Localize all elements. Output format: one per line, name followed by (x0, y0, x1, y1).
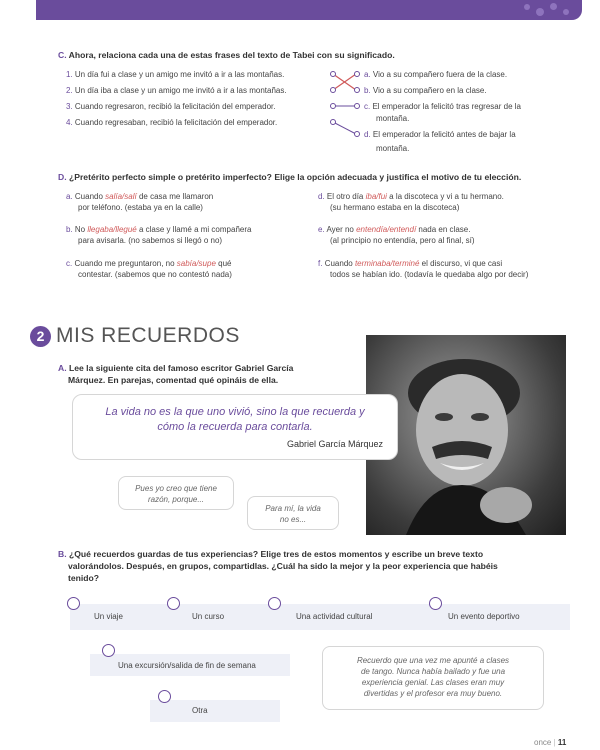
match-dot-right-c[interactable] (354, 103, 360, 109)
option-label-actividad-cultural: Una actividad cultural (296, 612, 373, 621)
section-d-label: D. (58, 172, 67, 182)
c-left-item-2: 2. Un día iba a clase y un amigo me invitó a ir a las montañas. (66, 86, 287, 95)
option-radio-evento-deportivo[interactable] (429, 597, 442, 610)
d-item-b: b. No llegaba/llegué a clase y llamé a mi compañera para avisarla. (no sabemos si llegó o no) (66, 225, 252, 245)
d-option-f[interactable]: terminaba/terminé (354, 259, 420, 268)
d-option-c[interactable]: sabía/supe (176, 259, 216, 268)
match-dot-left-2[interactable] (330, 87, 336, 93)
speech-bubble-2: Para mí, la vida no es... (247, 496, 339, 530)
page-separator: | (553, 738, 556, 747)
option-radio-actividad-cultural[interactable] (268, 597, 281, 610)
quote-box (72, 394, 398, 460)
c-right-item-d-cont: montaña. (376, 144, 410, 153)
decor-dot (550, 3, 557, 10)
option-label-curso: Un curso (192, 612, 225, 621)
section-c-title: Ahora, relaciona cada una de estas frases del texto de Tabei con su significado. (68, 50, 395, 60)
c-right-item-d: d. El emperador la felicitó antes de bajar la (364, 130, 516, 139)
speech-bubble-1: Pues yo creo que tiene razón, porque... (118, 476, 234, 510)
match-dot-left-4[interactable] (330, 119, 336, 125)
decor-dot (563, 9, 569, 15)
match-dot-left-3[interactable] (330, 103, 336, 109)
page-number: 11 (557, 738, 567, 747)
c-left-item-4: 4. Cuando regresaban, recibió la felicitación del emperador. (66, 118, 278, 127)
page-word: once (534, 738, 552, 747)
option-radio-otra[interactable] (158, 690, 171, 703)
section-c-label: C. (58, 50, 67, 60)
section-c-heading (58, 50, 395, 60)
decor-dot (536, 8, 544, 16)
match-dot-left-1[interactable] (330, 71, 336, 77)
match-dot-right-b[interactable] (354, 87, 360, 93)
option-label-viaje: Un viaje (94, 612, 123, 621)
c-right-item-c: c. El emperador la felicitó tras regresar de la (364, 102, 521, 111)
decor-dot (524, 4, 530, 10)
d-item-c: c. Cuando me preguntaron, no sabía/supe qué contestar. (sabemos que no contestó nada) (66, 259, 232, 279)
section-d-heading (58, 172, 521, 182)
match-dot-right-d[interactable] (354, 131, 360, 137)
section-d-title: ¿Pretérito perfecto simple o pretérito imperfecto? Elige la opción adecuada y justifica el motivo de tu elección. (68, 172, 522, 182)
section-b-label: B. (58, 549, 67, 559)
quote-author: Gabriel García Márquez (286, 439, 383, 449)
match-dot-right-a[interactable] (354, 71, 360, 77)
option-label-otra: Otra (192, 706, 208, 715)
option-radio-curso[interactable] (167, 597, 180, 610)
option-label-evento-deportivo: Un evento deportivo (448, 612, 520, 621)
c-right-item-a: a. Vio a su compañero fuera de la clase. (364, 70, 508, 79)
option-row-bg (150, 700, 280, 722)
d-option-b[interactable]: llegaba/llegué (87, 225, 137, 234)
d-item-a: a. Cuando salía/salí de casa me llamaron por teléfono. (estaba ya en la calle) (66, 192, 214, 212)
option-label-excursion: Una excursión/salida de fin de semana (118, 661, 256, 670)
section-title: MIS RECUERDOS (56, 324, 240, 347)
d-option-d[interactable]: iba/fui (365, 192, 387, 201)
option-radio-excursion[interactable] (102, 644, 115, 657)
top-banner (36, 0, 582, 20)
d-option-e[interactable]: entendía/entendí (356, 225, 417, 234)
quote-text: La vida no es la que uno vivió, sino la que recuerda y cómo la recuerda para contarla. (105, 406, 365, 433)
d-item-d: d. El otro día iba/fui a la discoteca y vi a tu hermano. (su hermano estaba en la discoteca) (318, 192, 504, 212)
section-2a-label: A. (58, 363, 67, 373)
example-bubble: Recuerdo que una vez me apunté a clases de tango. Nunca había bailado y fue una experiencia genial. Las clases eran muy divertidas y el profesor era muy bueno. (322, 646, 544, 710)
section-2a-heading: A. Lee la siguiente cita del famoso escritor Gabriel García Márquez. En parejas, comentad qué opináis de ella. (58, 363, 294, 385)
c-left-item-3: 3. Cuando regresaron, recibió la felicitación del emperador. (66, 102, 276, 111)
page-footer (534, 738, 566, 747)
d-option-a[interactable]: salía/salí (105, 192, 137, 201)
c-right-item-b: b. Vio a su compañero en la clase. (364, 86, 487, 95)
d-item-e: e. Ayer no entendía/entendí nada en clase. (al principio no entendía, pero al final, sí) (318, 225, 475, 245)
section-b-heading: B. ¿Qué recuerdos guardas de tus experiencias? Elige tres de estos momentos y escribe un breve texto valorándolos. Después, en grupos, compartidlas. ¿Cuál ha sido la mejor y la peor experiencia que habéis tenido? (58, 549, 498, 583)
option-radio-viaje[interactable] (67, 597, 80, 610)
section-number-badge: 2 (30, 326, 51, 347)
d-item-f: f. Cuando terminaba/terminé el discurso, vi que casi todos se habían ido. (todavía le quedaba algo por decir) (318, 259, 529, 279)
c-right-item-c-cont: montaña. (376, 114, 410, 123)
c-left-item-1: 1. Un día fui a clase y un amigo me invitó a ir a las montañas. (66, 70, 285, 79)
